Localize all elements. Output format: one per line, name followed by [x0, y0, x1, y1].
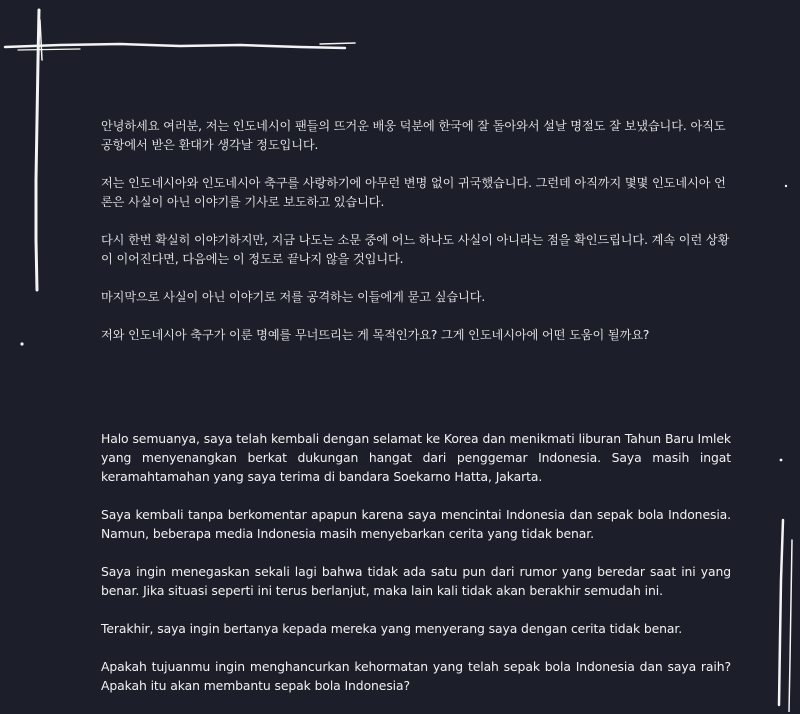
indonesian-paragraph: Apakah tujuanmu ingin menghancurkan kehormatan yang telah sepak bola Indonesia dan saya raih? Apakah itu akan membantu sepak bola Indonesia?: [101, 659, 731, 693]
korean-paragraph: 저는 인도네시아와 인도네시아 축구를 사랑하기에 아무런 변명 없이 귀국했습니다. 그런데 아직까지 몇몇 인도네시아 언론은 사실이 아닌 이야기를 기사로 보도하고 있습니다.: [101, 176, 726, 209]
indonesian-paragraph: Halo semuanya, saya telah kembali dengan selamat ke Korea dan menikmati liburan Tahun Baru Imlek yang menyenangkan berkat dukungan hangat dari penggemar Indonesia. Saya masih ingat keramahtamahan yang saya terima di bandara Soekarno Hatta, Jakarta.: [101, 431, 731, 484]
korean-statement: [101, 117, 731, 364]
indonesian-paragraph: Saya kembali tanpa berkomentar apapun karena saya mencintai Indonesia dan sepak bola Indonesia. Namun, beberapa media Indonesia masih menyebarkan cerita yang tidak benar.: [101, 507, 731, 541]
indonesian-paragraph: Terakhir, saya ingin bertanya kepada mereka yang menyerang saya dengan cerita tidak benar.: [101, 621, 683, 636]
korean-paragraph: 다시 한번 확실히 이야기하지만, 지금 나도는 소문 중에 어느 하나도 사실이 아니라는 점을 확인드립니다. 계속 이런 상황이 이어진다면, 다음에는 이 정도로 끝나지 않을 것입니다.: [101, 233, 730, 266]
korean-paragraph: 저와 인도네시아 축구가 이룬 명예를 무너뜨리는 게 목적인가요? 그게 인도네시아에 어떤 도움이 될까요?: [101, 328, 650, 342]
indonesian-statement: [101, 429, 731, 714]
korean-paragraph: 마지막으로 사실이 아닌 이야기로 저를 공격하는 이들에게 묻고 싶습니다.: [101, 290, 486, 304]
korean-paragraph: 안녕하세요 여러분, 저는 인도네시이 팬들의 뜨거운 배웅 덕분에 한국에 잘 돌아와서 설날 명절도 잘 보냈습니다. 아직도 공항에서 받은 환대가 생각날 정도입니다.: [101, 119, 726, 152]
indonesian-paragraph: Saya ingin menegaskan sekali lagi bahwa tidak ada satu pun dari rumor yang beredar saat ini yang benar. Jika situasi seperti ini terus berlanjut, maka lain kali tidak akan berakhir semudah ini.: [101, 564, 731, 598]
